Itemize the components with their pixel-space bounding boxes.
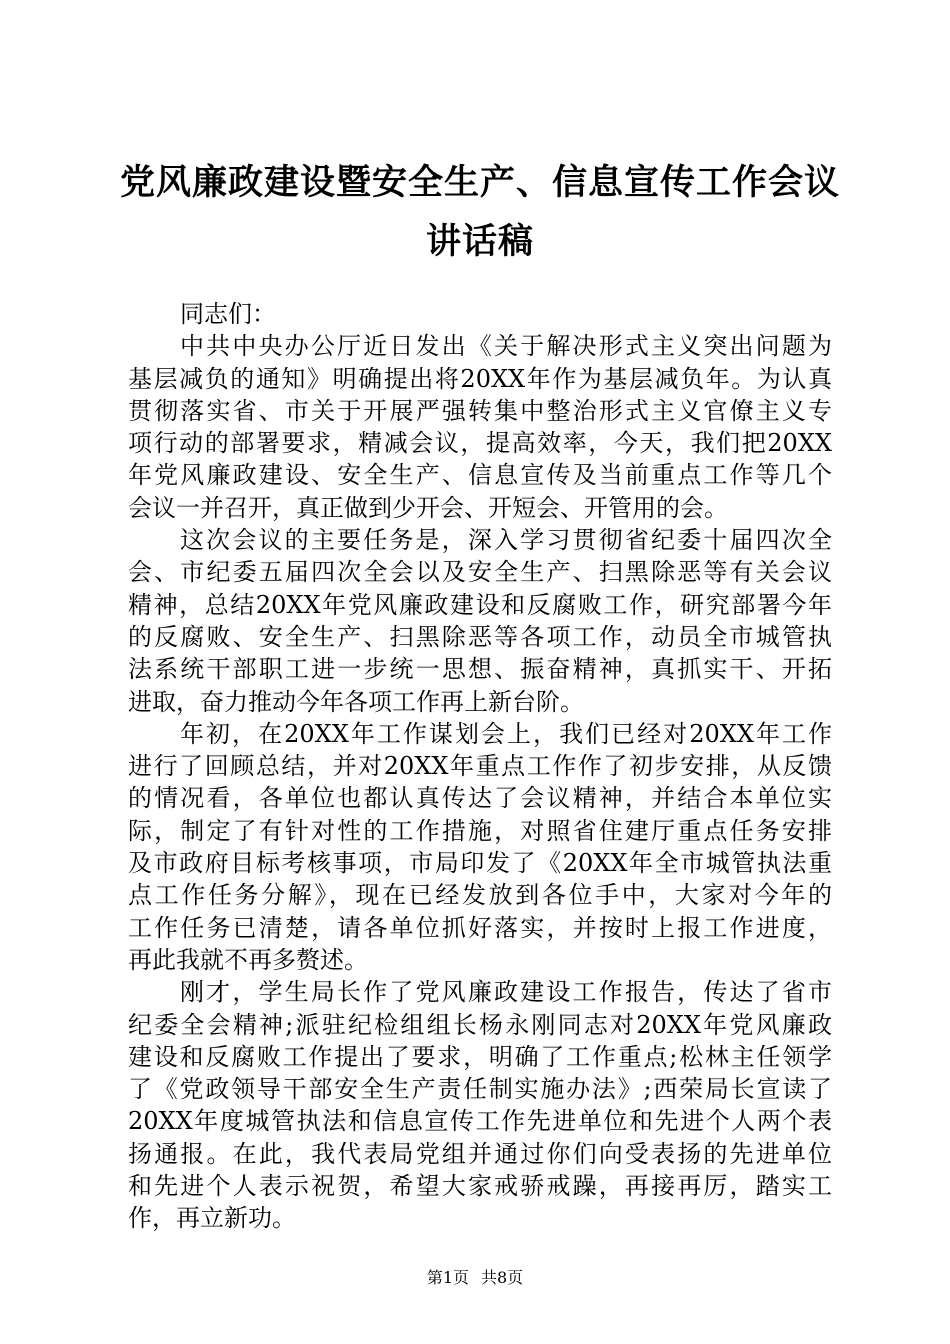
body-line: 工作任务已清楚，请各单位抓好落实，并按时上报工作进度， <box>128 913 832 942</box>
body-line: 的反腐败、安全生产、扫黑除恶等各项工作，动员全市城管执 <box>128 622 832 651</box>
body-line: 法系统干部职工进一步统一思想、振奋精神，真抓实干、开拓 <box>128 655 832 684</box>
page-number: 第1页 <box>426 1268 469 1287</box>
body-line: 进取，奋力推动今年各项工作再上新台阶。 <box>128 687 584 716</box>
document-body <box>128 298 832 1235</box>
body-line: 这次会议的主要任务是，深入学习贯彻省纪委十届四次全 <box>180 526 832 555</box>
body-line: 会、市纪委五届四次全会以及安全生产、扫黑除恶等有关会议 <box>128 558 832 587</box>
body-line: 中共中央办公厅近日发出《关于解决形式主义突出问题为 <box>180 332 832 361</box>
body-line: 纪委全会精神;派驻纪检组组长杨永刚同志对20XX年党风廉政 <box>128 1010 832 1039</box>
body-line: 及市政府目标考核事项，市局印发了《20XX年全市城管执法重 <box>128 849 832 878</box>
body-line: 精神，总结20XX年党风廉政建设和反腐败工作，研究部署今年 <box>128 590 832 619</box>
body-line: 点工作任务分解》，现在已经发放到各位手中，大家对今年的 <box>128 881 832 910</box>
page-total: 共8页 <box>481 1268 524 1287</box>
body-line: 年党风廉政建设、安全生产、信息宣传及当前重点工作等几个 <box>128 461 832 490</box>
body-line: 和先进个人表示祝贺，希望大家戒骄戒躁，再接再厉，踏实工 <box>128 1172 832 1201</box>
body-line: 年初，在20XX年工作谋划会上，我们已经对20XX年工作 <box>180 719 832 748</box>
page-footer <box>0 1268 950 1288</box>
body-line: 了《党政领导干部安全生产责任制实施办法》;西荣局长宣读了 <box>128 1075 832 1104</box>
body-line: 贯彻落实省、市关于开展严强转集中整治形式主义官僚主义专 <box>128 396 832 425</box>
body-line: 扬通报。在此，我代表局党组并通过你们向受表扬的先进单位 <box>128 1139 832 1168</box>
body-line: 的情况看，各单位也都认真传达了会议精神，并结合本单位实 <box>128 784 832 813</box>
body-line: 建设和反腐败工作提出了要求，明确了工作重点;松林主任领学 <box>128 1042 832 1071</box>
body-line: 基层减负的通知》明确提出将20XX年作为基层减负年。为认真 <box>128 364 832 393</box>
body-line: 作，再立新功。 <box>128 1204 296 1233</box>
body-line: 同志们： <box>180 300 276 328</box>
document-title-line1: 党风廉政建设暨安全生产、信息宣传工作会议 <box>119 162 840 203</box>
body-line: 会议一并召开，真正做到少开会、开短会、开管用的会。 <box>128 493 728 522</box>
body-line: 项行动的部署要求，精减会议，提高效率，今天，我们把20XX <box>128 429 832 458</box>
body-line: 再此我就不再多赘述。 <box>128 945 368 974</box>
body-line: 20XX年度城管执法和信息宣传工作先进单位和先进个人两个表 <box>128 1107 832 1136</box>
document-title-line2: 讲话稿 <box>425 221 534 262</box>
body-line: 刚才，学生局长作了党风廉政建设工作报告，传达了省市 <box>180 978 832 1007</box>
body-line: 进行了回顾总结，并对20XX年重点工作作了初步安排，从反馈 <box>128 752 832 781</box>
body-line: 际，制定了有针对性的工作措施，对照省住建厅重点任务安排 <box>128 816 832 845</box>
